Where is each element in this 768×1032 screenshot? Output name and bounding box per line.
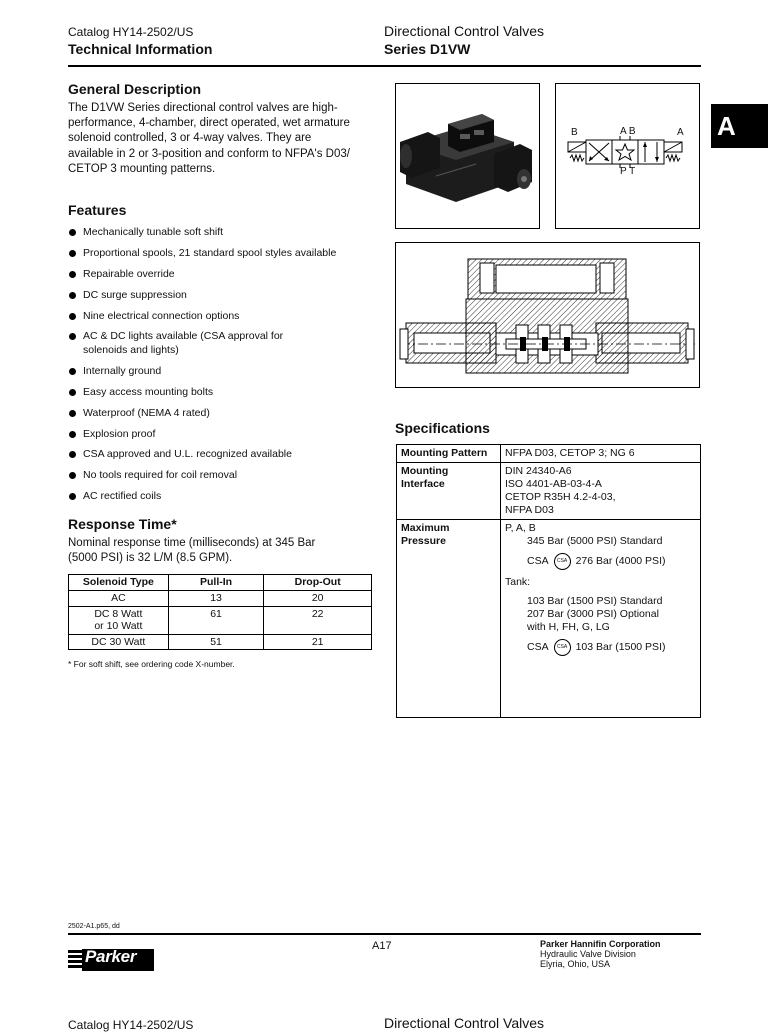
csa-pressure-row <box>505 553 696 570</box>
solenoid-type-cell <box>69 606 169 634</box>
solenoid-type-cell <box>69 591 169 607</box>
catalog-number: Catalog HY14-2502/US <box>68 25 194 39</box>
general-line: CETOP 3 mounting patterns. <box>68 162 216 175</box>
interface-line: DIN 24340-A6 <box>505 465 572 477</box>
drop-out-cell: 20 <box>264 591 372 607</box>
file-code: 2502-A1.p65, dd <box>68 923 120 930</box>
tank-optional: 207 Bar (3000 PSI) Optional <box>527 608 659 620</box>
general-description-heading: General Description <box>68 81 202 97</box>
table-row <box>69 606 372 634</box>
feature-text: No tools required for coil removal <box>83 469 238 482</box>
bullet-icon <box>69 313 76 320</box>
port-label-a: A <box>677 127 684 138</box>
general-line: performance, 4-chamber, direct operated, wet armature <box>68 117 350 130</box>
drop-out-cell: 21 <box>264 634 372 650</box>
feature-item <box>68 386 378 400</box>
bullet-icon <box>69 431 76 438</box>
bullet-icon <box>69 493 76 500</box>
solenoid-type: DC 30 Watt <box>91 635 146 648</box>
feature-text: DC surge suppression <box>83 288 187 301</box>
company-block <box>540 939 661 969</box>
feature-text: solenoids and lights) <box>83 343 179 356</box>
pull-in-cell: 51 <box>168 634 264 650</box>
interface-line: NFPA D03 <box>505 504 554 516</box>
feature-text: Internally ground <box>83 364 162 377</box>
maximum-pressure-value <box>501 520 701 718</box>
interface-line: CETOP R35H 4.2-4-03, <box>505 491 616 503</box>
label-line: Mounting <box>401 465 449 477</box>
footer-rule <box>68 933 701 935</box>
cross-section-drawing <box>396 243 699 387</box>
tank-standard: 103 Bar (1500 PSI) Standard <box>527 595 663 607</box>
table-row <box>397 445 701 463</box>
company-name: Parker Hannifin Corporation <box>540 939 661 949</box>
bullet-icon <box>69 451 76 458</box>
feature-item <box>68 469 378 483</box>
cross-section-frame <box>395 242 700 388</box>
features-list <box>68 226 378 511</box>
mounting-pattern-value: NFPA D03, CETOP 3; NG 6 <box>501 445 701 463</box>
response-time-table <box>68 574 372 650</box>
features-heading: Features <box>68 202 127 218</box>
specifications-heading: Specifications <box>395 420 490 436</box>
label-line: Maximum <box>401 522 450 534</box>
table-row <box>397 463 701 520</box>
interface-line: ISO 4401-AB-03-4-A <box>505 478 602 490</box>
feature-item <box>68 448 378 462</box>
feature-text: Waterproof (NEMA 4 rated) <box>83 406 210 419</box>
division-name: Hydraulic Valve Division <box>540 949 636 959</box>
valve-photo <box>396 84 539 228</box>
table-header-row <box>69 575 372 591</box>
series-title: Series D1VW <box>384 41 471 57</box>
csa-label: CSA <box>527 641 549 653</box>
next-page-product-line: Directional Control Valves <box>384 1015 545 1031</box>
column-header: Pull-In <box>168 575 264 591</box>
port-label-b: B <box>571 127 578 138</box>
bullet-icon <box>69 410 76 417</box>
feature-text: Explosion proof <box>83 427 156 440</box>
pull-in-cell: 61 <box>168 606 264 634</box>
product-line: Directional Control Valves <box>384 23 545 39</box>
location: Elyria, Ohio, USA <box>540 959 611 969</box>
parker-logo <box>68 941 154 973</box>
bullet-icon <box>69 472 76 479</box>
feature-item <box>68 407 378 421</box>
section-title: Technical Information <box>68 41 213 57</box>
feature-text: Repairable override <box>83 267 175 280</box>
feature-item <box>68 289 378 303</box>
csa-label: CSA <box>527 555 549 567</box>
column-header: Drop-Out <box>264 575 372 591</box>
column-header: Solenoid Type <box>69 575 169 591</box>
pressure-ports: P, A, B <box>505 522 536 534</box>
general-line: solenoid controlled, 3 or 4-way valves. They are <box>68 132 312 145</box>
valve-symbol <box>556 84 699 228</box>
bullet-icon <box>69 333 76 340</box>
general-line: available in 2 or 3-position and conform to NFPA's D03/ <box>68 147 350 160</box>
response-line: (5000 PSI) is 32 L/M (8.5 GPM). <box>68 552 233 565</box>
bullet-icon <box>69 271 76 278</box>
feature-text: Easy access mounting bolts <box>83 385 214 398</box>
tank-options-list: with H, FH, G, LG <box>527 621 610 633</box>
port-label-pt: P T <box>620 166 636 177</box>
pull-in-cell: 13 <box>168 591 264 607</box>
feature-item <box>68 490 378 504</box>
solenoid-type: AC <box>111 592 126 604</box>
label-line: Pressure <box>401 535 446 547</box>
general-description <box>68 101 378 177</box>
section-tab: A <box>711 104 768 148</box>
feature-text: Proportional spools, 21 standard spool styles available <box>83 246 337 259</box>
mounting-pattern-label: Mounting Pattern <box>397 445 501 463</box>
feature-item <box>68 247 378 261</box>
port-label-ab: A B <box>620 126 636 137</box>
solenoid-type-cell <box>69 634 169 650</box>
csa-seal-icon: CSA <box>554 639 571 656</box>
feature-item <box>68 226 378 240</box>
header-rule <box>68 65 701 67</box>
feature-text: Nine electrical connection options <box>83 309 240 322</box>
next-page-catalog: Catalog HY14-2502/US <box>68 1018 194 1032</box>
feature-text: AC & DC lights available (CSA approval for <box>83 330 284 343</box>
label-line: Interface <box>401 478 445 490</box>
bullet-icon <box>69 389 76 396</box>
feature-item <box>68 365 378 379</box>
feature-item <box>68 310 378 324</box>
feature-item <box>68 330 378 357</box>
bullet-icon <box>69 229 76 236</box>
feature-item <box>68 428 378 442</box>
page-number: A17 <box>372 940 392 952</box>
mounting-interface-value <box>501 463 701 520</box>
response-time-text <box>68 536 378 566</box>
feature-text: CSA approved and U.L. recognized available <box>83 448 292 461</box>
feature-item <box>68 268 378 282</box>
csa-tank-pressure: 103 Bar (1500 PSI) <box>575 641 666 653</box>
tank-label: Tank: <box>505 576 531 588</box>
general-line: The D1VW Series directional control valves are high- <box>68 102 338 114</box>
pressure-standard: 345 Bar (5000 PSI) Standard <box>527 535 663 547</box>
bullet-icon <box>69 292 76 299</box>
valve-photo-frame <box>395 83 540 229</box>
bullet-icon <box>69 368 76 375</box>
feature-text: Mechanically tunable soft shift <box>83 226 224 238</box>
csa-tank-row <box>505 639 696 656</box>
table-row <box>69 591 372 607</box>
logo-text: Parker <box>85 947 137 966</box>
maximum-pressure-label <box>397 520 501 718</box>
table-row <box>69 634 372 650</box>
solenoid-type: or 10 Watt <box>94 620 143 632</box>
response-footnote: * For soft shift, see ordering code X-number. <box>68 659 235 669</box>
bullet-icon <box>69 250 76 257</box>
feature-text: AC rectified coils <box>83 490 162 503</box>
response-line: Nominal response time (milliseconds) at 345 Bar <box>68 537 316 549</box>
response-time-heading: Response Time* <box>68 516 177 532</box>
specifications-table <box>396 444 701 718</box>
csa-pressure: 276 Bar (4000 PSI) <box>575 555 666 567</box>
solenoid-type: DC 8 Watt <box>94 607 143 620</box>
table-row <box>397 520 701 718</box>
hydraulic-symbol-frame <box>555 83 700 229</box>
drop-out-cell: 22 <box>264 606 372 634</box>
mounting-interface-label <box>397 463 501 520</box>
csa-seal-icon: CSA <box>554 553 571 570</box>
